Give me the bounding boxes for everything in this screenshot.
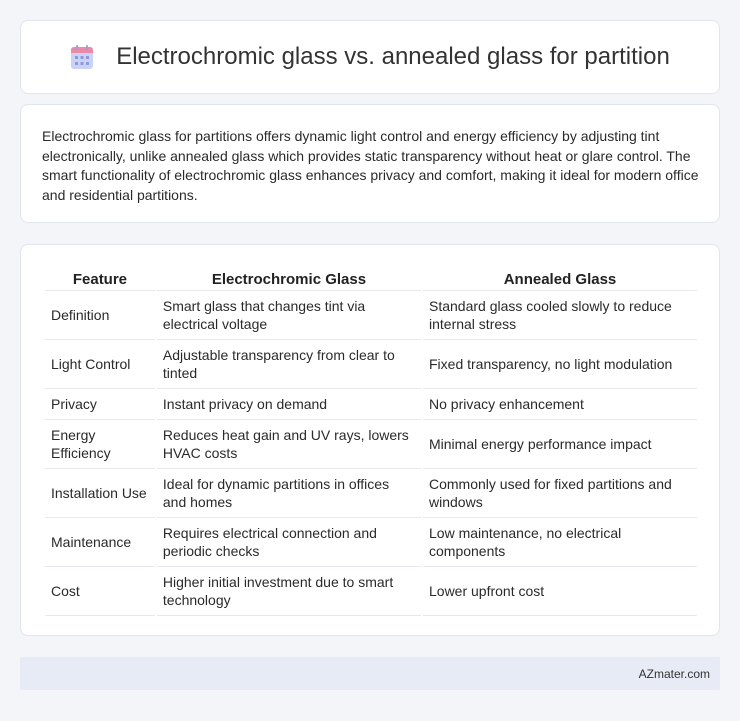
row-electrochromic: Smart glass that changes tint via electrical voltage	[157, 291, 421, 340]
calendar-icon	[70, 44, 94, 70]
row-feature: Maintenance	[45, 518, 155, 567]
row-annealed: Minimal energy performance impact	[423, 420, 697, 469]
row-electrochromic: Higher initial investment due to smart technology	[157, 567, 421, 616]
row-electrochromic: Instant privacy on demand	[157, 389, 421, 420]
summary-card	[20, 104, 720, 223]
comparison-table-card	[20, 244, 720, 636]
row-electrochromic: Ideal for dynamic partitions in offices and homes	[157, 469, 421, 518]
header-feature: Feature	[45, 265, 155, 291]
row-electrochromic: Reduces heat gain and UV rays, lowers HVAC costs	[157, 420, 421, 469]
header-electrochromic: Electrochromic Glass	[157, 265, 421, 291]
row-annealed: Commonly used for fixed partitions and windows	[423, 469, 697, 518]
footer	[20, 657, 720, 690]
title-card	[20, 20, 720, 94]
footer-brand: AZmater.com	[638, 666, 710, 681]
row-annealed: Fixed transparency, no light modulation	[423, 340, 697, 389]
table-row	[45, 469, 697, 518]
table-row	[45, 518, 697, 567]
table-header-row	[45, 265, 697, 291]
row-feature: Cost	[45, 567, 155, 616]
row-feature: Privacy	[45, 389, 155, 420]
row-annealed: Standard glass cooled slowly to reduce internal stress	[423, 291, 697, 340]
table-row	[45, 420, 697, 469]
row-feature: Definition	[45, 291, 155, 340]
row-annealed: Low maintenance, no electrical components	[423, 518, 697, 567]
row-feature: Light Control	[45, 340, 155, 389]
table-row	[45, 291, 697, 340]
comparison-table	[43, 265, 699, 616]
row-annealed: Lower upfront cost	[423, 567, 697, 616]
row-annealed: No privacy enhancement	[423, 389, 697, 420]
row-electrochromic: Requires electrical connection and periodic checks	[157, 518, 421, 567]
header-annealed: Annealed Glass	[423, 265, 697, 291]
page-title: Electrochromic glass vs. annealed glass for partition	[116, 43, 670, 70]
table-row	[45, 567, 697, 616]
table-row	[45, 389, 697, 420]
summary-text: Electrochromic glass for partitions offers dynamic light control and energy efficiency by adjusting tint electronically, unlike annealed glass which provides static transparency without heat or glare control. The smart functionality of electrochromic glass enhances privacy and comfort, making it ideal for modern office and residential partitions.	[42, 128, 699, 203]
row-feature: Installation Use	[45, 469, 155, 518]
row-electrochromic: Adjustable transparency from clear to tinted	[157, 340, 421, 389]
row-feature: Energy Efficiency	[45, 420, 155, 469]
table-row	[45, 340, 697, 389]
